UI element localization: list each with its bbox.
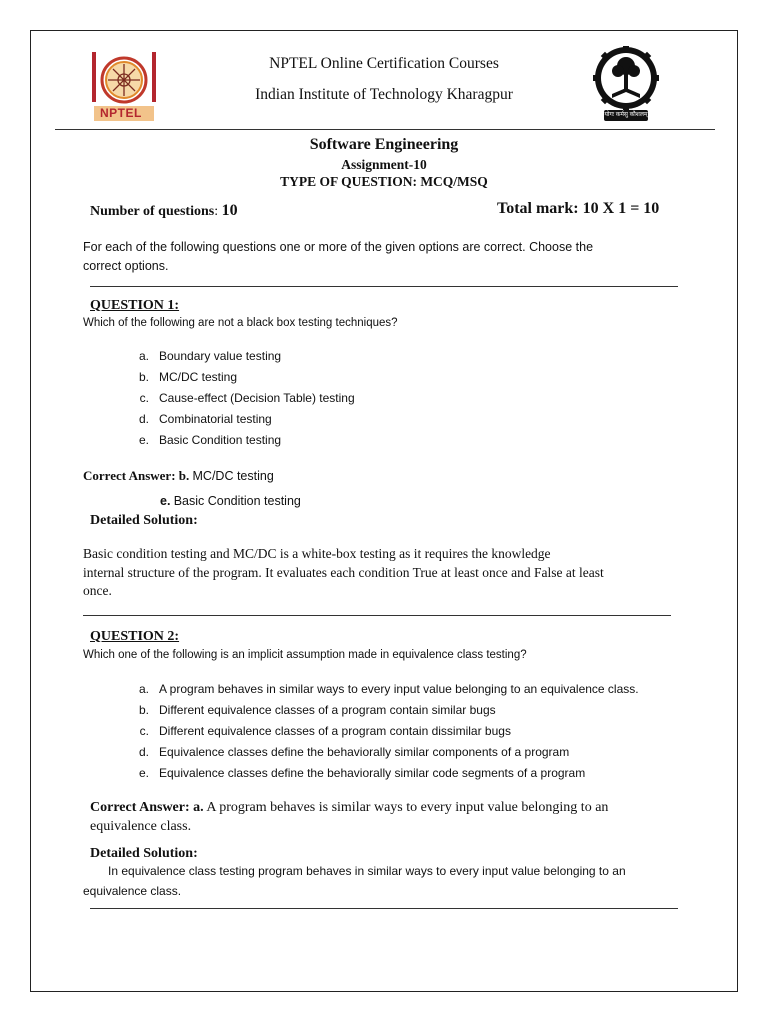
question-2-correct-answer	[90, 800, 608, 816]
correct-answer-text: A program behaves is similar ways to every input value belonging to an	[206, 800, 609, 815]
question-1-heading: QUESTION 1:	[90, 298, 180, 313]
question-2-solution-label: Detailed Solution:	[90, 846, 198, 861]
header-line-2: Indian Institute of Technology Kharagpur	[255, 86, 513, 103]
instructions-divider	[90, 286, 678, 287]
option-letter: c.	[139, 724, 149, 738]
option-text: A program behaves in similar ways to every input value belonging to an equivalence class.	[159, 682, 639, 696]
question-1-correct-answer-2	[160, 493, 301, 509]
option-text: Cause-effect (Decision Table) testing	[159, 391, 355, 405]
question-2-heading: QUESTION 2:	[90, 629, 180, 644]
correct-answer-label: Correct Answer: a.	[90, 800, 204, 815]
option-text: Basic Condition testing	[159, 433, 282, 447]
question-1-divider	[83, 615, 671, 616]
num-questions-label: Number of questions	[90, 204, 215, 219]
question-1-solution-line-1: Basic condition testing and MC/DC is a white-box testing as it requires the knowledge	[83, 546, 551, 561]
option-letter: c.	[139, 391, 149, 405]
option-text: Different equivalence classes of a program contain similar bugs	[159, 703, 496, 717]
option-letter: d.	[138, 412, 149, 426]
option-letter: e.	[138, 433, 149, 447]
correct-answer-letter: e.	[160, 494, 171, 508]
option-letter: a.	[138, 349, 149, 363]
question-1-solution-label: Detailed Solution:	[90, 513, 198, 528]
course-title: Software Engineering	[309, 136, 459, 153]
option-text: Combinatorial testing	[159, 412, 272, 426]
question-1-correct-answer	[83, 468, 274, 484]
total-mark: Total mark: 10 X 1 = 10	[497, 200, 660, 217]
assignment-number: Assignment-10	[341, 157, 427, 172]
option-letter: e.	[138, 766, 149, 780]
question-1-text: Which of the following are not a black box testing techniques?	[83, 317, 398, 329]
question-2-divider	[90, 908, 678, 909]
iit-motto-text: योगः कर्मसु कौशलम्	[604, 112, 648, 118]
question-1-solution-line-2: internal structure of the program. It evaluates each condition True at least once and False at least	[83, 565, 604, 580]
option-letter: d.	[138, 745, 149, 759]
question-2-solution-line-2: equivalence class.	[83, 884, 182, 898]
question-2-text: Which one of the following is an implicit assumption made in equivalence class testing?	[83, 649, 527, 661]
option-text: Different equivalence classes of a program contain dissimilar bugs	[159, 724, 511, 738]
correct-answer-text: Basic Condition testing	[173, 494, 301, 508]
option-text: Equivalence classes define the behaviorally similar code segments of a program	[159, 766, 586, 780]
option-letter: b.	[138, 703, 149, 717]
instructions-line-2: correct options.	[83, 259, 169, 273]
instructions-line-1: For each of the following questions one or more of the given options are correct. Choose the	[83, 240, 594, 254]
iit-kgp-emblem-icon	[590, 44, 662, 114]
num-questions-colon: :	[214, 204, 222, 219]
correct-answer-label: Correct Answer: b.	[83, 468, 190, 483]
question-type: TYPE OF QUESTION: MCQ/MSQ	[280, 174, 488, 189]
option-letter: a.	[138, 682, 149, 696]
nptel-logo-text: NPTEL	[100, 106, 142, 120]
option-text: MC/DC testing	[159, 370, 238, 384]
correct-answer-text: MC/DC testing	[192, 469, 274, 483]
question-2-solution-line-1: In equivalence class testing program behaves in similar ways to every input value belonging to an	[108, 864, 626, 878]
header-line-1: NPTEL Online Certification Courses	[269, 55, 499, 72]
option-text: Boundary value testing	[159, 349, 282, 363]
question-1-solution-line-3: once.	[83, 583, 112, 598]
num-questions-value: 10	[221, 202, 238, 219]
iit-kgp-logo	[590, 44, 662, 124]
option-text: Equivalence classes define the behaviorally similar components of a program	[159, 745, 570, 759]
header-divider	[55, 129, 715, 130]
question-2-correct-answer-line-2: equivalence class.	[90, 819, 192, 834]
option-letter: b.	[138, 370, 149, 384]
number-of-questions	[90, 202, 238, 220]
